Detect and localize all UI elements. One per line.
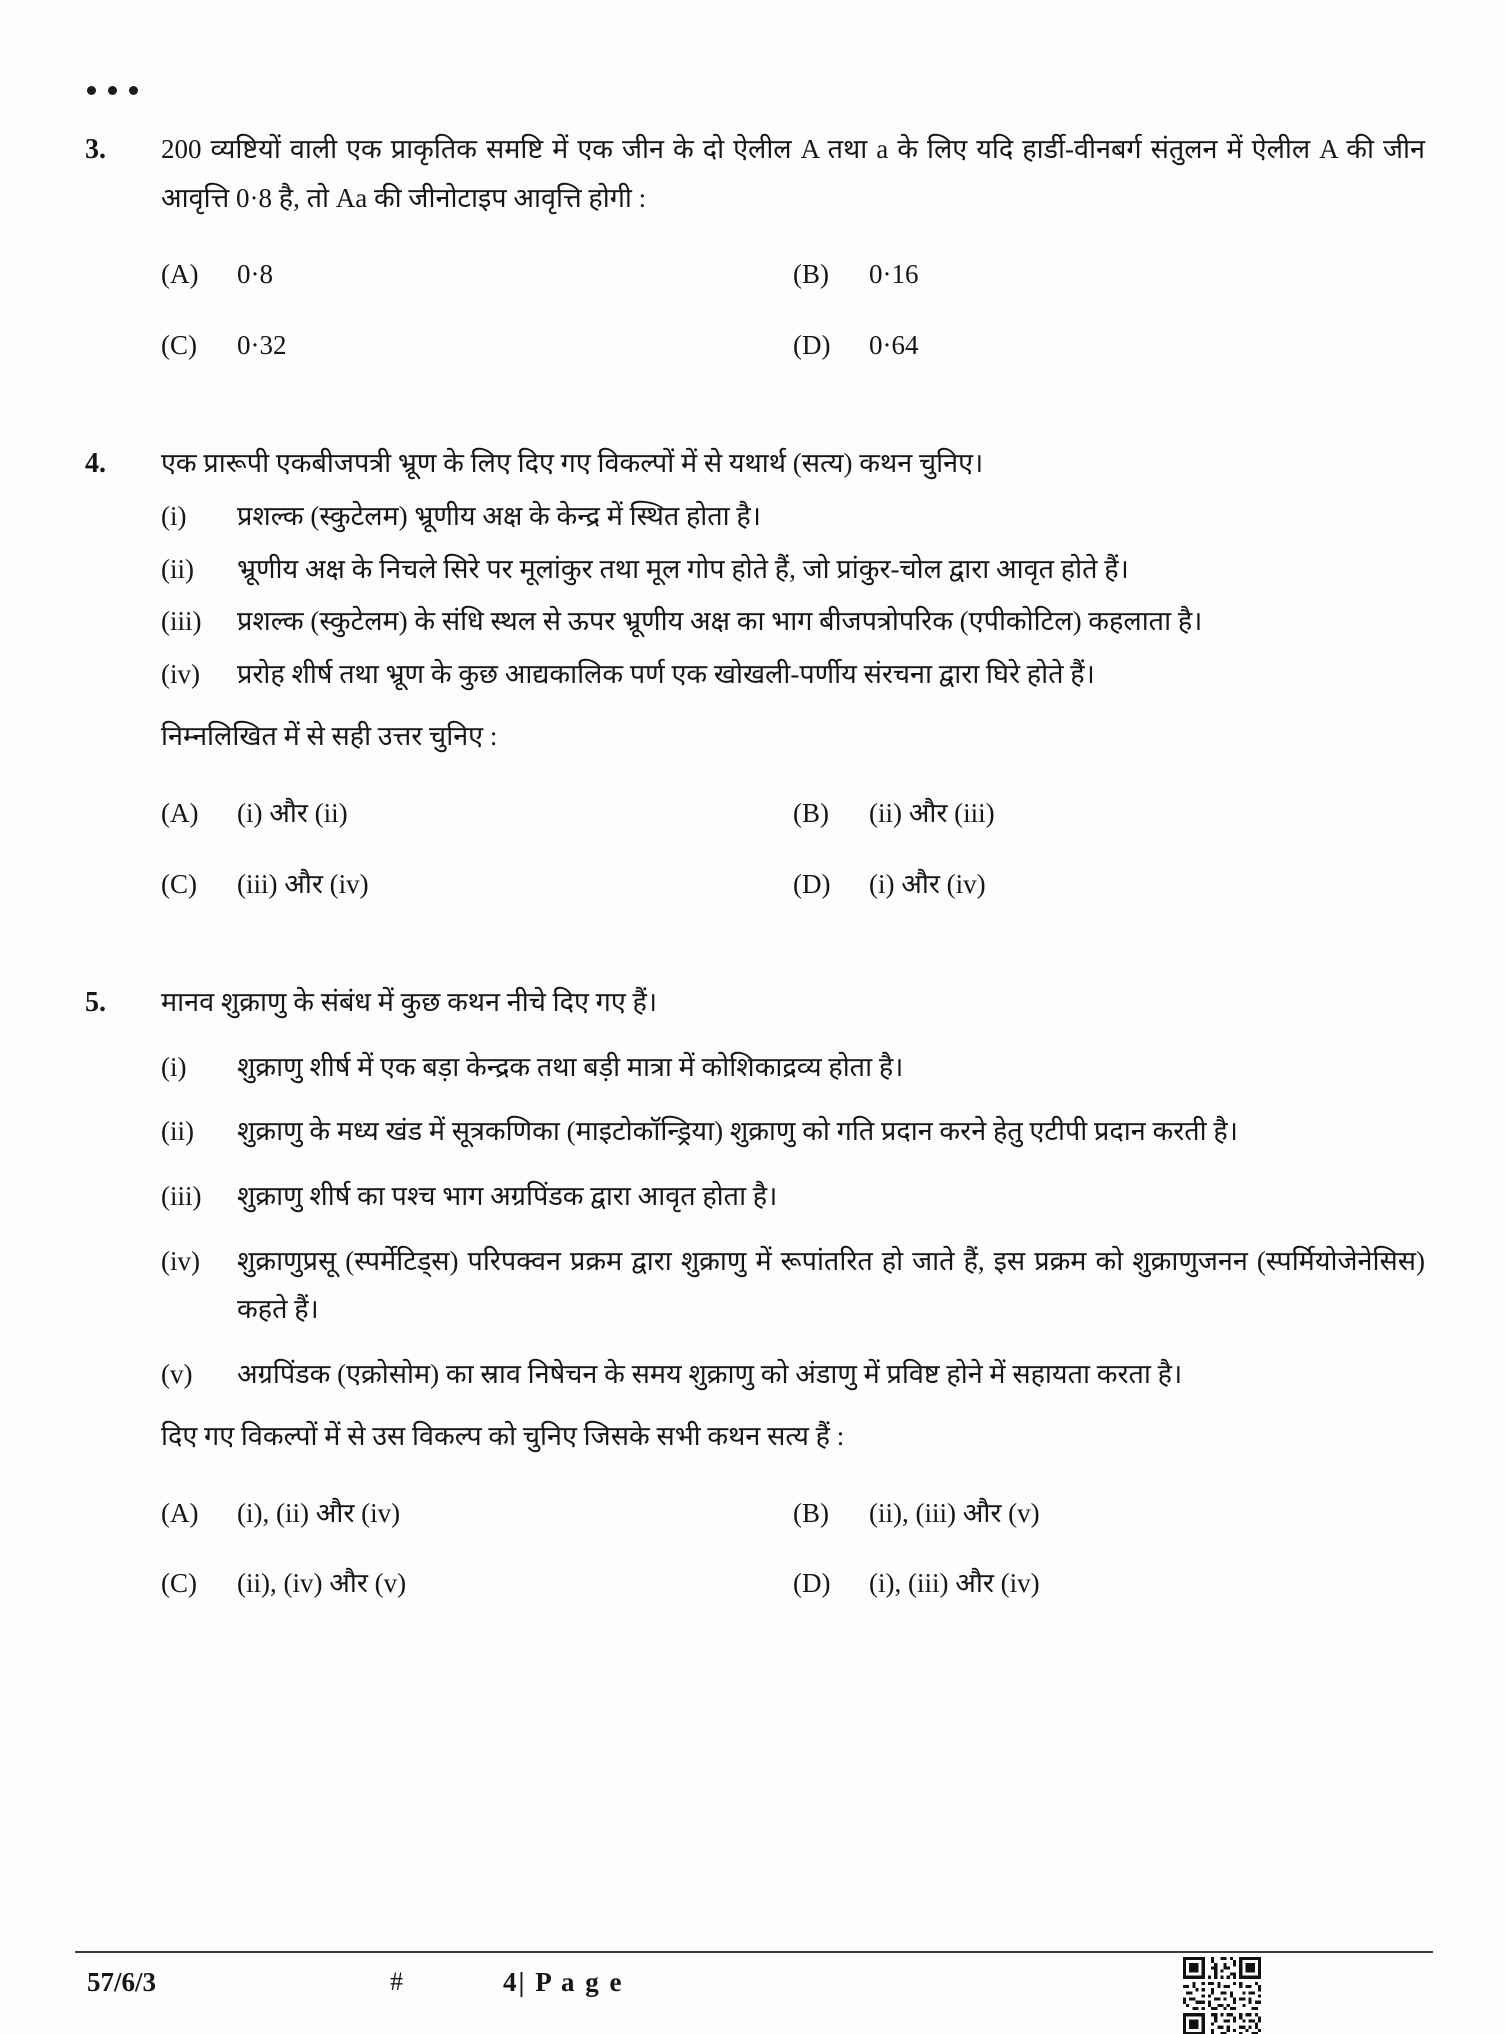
question-text: 200 व्यष्टियों वाली एक प्राकृतिक समष्टि में एक जीन के दो ऐलील A तथा a के लिए यदि हार्डी-वीनबर्ग संतुलन में ऐलील A की जीन आवृत्ति 0·8 है, तो Aa की जीनोटाइप आवृत्ति होगी : bbox=[161, 134, 1425, 213]
option-c bbox=[161, 860, 793, 909]
statement-text: भ्रूणीय अक्ष के निचले सिरे पर मूलांकुर तथा मूल गोप होते हैं, जो प्रांकुर-चोल द्वारा आवृत होते हैं। bbox=[237, 553, 1129, 584]
option-label: (A) bbox=[161, 797, 199, 828]
footer-hash-symbol: # bbox=[390, 1967, 403, 1996]
option-value: (i), (ii) और (iv) bbox=[237, 1497, 401, 1528]
options-grid bbox=[161, 1489, 1425, 1608]
statement-text: शुक्राणु शीर्ष का पश्च भाग अग्रपिंडक द्वारा आवृत होता है। bbox=[237, 1180, 778, 1211]
statement-text: प्रशल्क (स्कुटेलम) भ्रूणीय अक्ष के केन्द्र में स्थित होता है। bbox=[237, 500, 761, 531]
statement-iii bbox=[161, 597, 1425, 646]
option-label: (B) bbox=[793, 259, 829, 290]
ellipsis-marks bbox=[85, 86, 1425, 95]
footer-paper-code: 57/6/3 bbox=[87, 1967, 157, 1997]
dot-icon bbox=[129, 86, 138, 95]
statement-i bbox=[161, 492, 1425, 541]
question-number: 4. bbox=[85, 448, 106, 480]
statement-iv bbox=[161, 650, 1425, 699]
option-value: (ii) और (iii) bbox=[869, 797, 995, 828]
option-label: (B) bbox=[793, 797, 829, 828]
question-text: एक प्रारूपी एकबीजपत्री भ्रूण के लिए दिए गए विकल्पों में से यथार्थ (सत्य) कथन चुनिए। bbox=[161, 448, 984, 479]
answer-prompt: निम्नलिखित में से सही उत्तर चुनिए : bbox=[161, 721, 498, 752]
option-a bbox=[161, 1489, 793, 1538]
statement-text: शुक्राणु शीर्ष में एक बड़ा केन्द्रक तथा बड़ी मात्रा में कोशिकाद्रव्य होता है। bbox=[237, 1051, 904, 1082]
dot-icon bbox=[108, 86, 117, 95]
question-body bbox=[161, 439, 1425, 908]
statement-list bbox=[161, 1043, 1425, 1399]
options-grid bbox=[161, 789, 1425, 908]
question-number: 5. bbox=[85, 987, 106, 1019]
option-c bbox=[161, 321, 793, 370]
option-label: (D) bbox=[793, 329, 831, 360]
answer-prompt: दिए गए विकल्पों में से उस विकल्प को चुनिए जिसके सभी कथन सत्य हैं : bbox=[161, 1421, 845, 1452]
footer-page-number: 4| P a g e bbox=[503, 1967, 624, 1997]
option-b bbox=[793, 250, 1425, 299]
option-value: 0·32 bbox=[237, 329, 287, 360]
statement-label: (ii) bbox=[161, 1116, 194, 1147]
statement-label: (iv) bbox=[161, 1245, 200, 1276]
question-5 bbox=[85, 978, 1425, 1608]
statement-text: शुक्राणुप्रसू (स्पर्मेटिड्स) परिपक्वन प्रक्रम द्वारा शुक्राणु में रूपांतरित हो जाते हैं, इस प्रक्रम को शुक्राणुजनन (स्पर्मियोजेनेसिस) कहते हैं। bbox=[237, 1245, 1425, 1325]
page-footer bbox=[75, 1951, 1433, 2033]
statement-text: अग्रपिंडक (एक्रोसोम) का स्राव निषेचन के समय शुक्राणु को अंडाणु में प्रविष्ट होने में सहायता करता है। bbox=[237, 1358, 1183, 1389]
statement-iv bbox=[161, 1237, 1425, 1334]
option-value: (i), (iii) और (iv) bbox=[869, 1568, 1040, 1599]
question-text: मानव शुक्राणु के संबंध में कुछ कथन नीचे दिए गए हैं। bbox=[161, 987, 658, 1018]
page-content bbox=[85, 86, 1425, 1678]
option-label: (C) bbox=[161, 868, 197, 899]
qr-code bbox=[1183, 1957, 1261, 2034]
option-value: 0·16 bbox=[869, 259, 919, 290]
option-b bbox=[793, 1489, 1425, 1538]
dot-icon bbox=[87, 86, 96, 95]
statement-label: (iv) bbox=[161, 658, 200, 689]
statement-text: प्रशल्क (स्कुटेलम) के संधि स्थल से ऊपर भ्रूणीय अक्ष का भाग बीजपत्रोपरिक (एपीकोटिल) कहलाता है। bbox=[237, 606, 1203, 637]
statement-list bbox=[161, 492, 1425, 698]
question-4 bbox=[85, 439, 1425, 908]
question-number: 3. bbox=[85, 134, 106, 165]
statement-iii bbox=[161, 1172, 1425, 1221]
option-label: (A) bbox=[161, 259, 199, 290]
option-label: (C) bbox=[161, 1568, 197, 1599]
statement-i bbox=[161, 1043, 1425, 1092]
option-value: (i) और (iv) bbox=[869, 868, 986, 899]
question-3 bbox=[85, 125, 1425, 369]
statement-text: प्ररोह शीर्ष तथा भ्रूण के कुछ आद्यकालिक पर्ण एक खोखली-पर्णीय संरचना द्वारा घिरे होते हैं। bbox=[237, 658, 1095, 689]
statement-v bbox=[161, 1350, 1425, 1399]
question-body bbox=[161, 978, 1425, 1608]
option-value: (i) और (ii) bbox=[237, 797, 348, 828]
option-a bbox=[161, 250, 793, 299]
option-b bbox=[793, 789, 1425, 838]
option-d bbox=[793, 321, 1425, 370]
statement-label: (ii) bbox=[161, 553, 194, 584]
statement-label: (i) bbox=[161, 1051, 187, 1082]
options-grid bbox=[161, 250, 1425, 369]
statement-label: (iii) bbox=[161, 606, 202, 637]
option-value: (iii) और (iv) bbox=[237, 868, 369, 899]
statement-ii bbox=[161, 545, 1425, 594]
statement-label: (v) bbox=[161, 1358, 193, 1389]
option-label: (A) bbox=[161, 1497, 199, 1528]
statement-ii bbox=[161, 1107, 1425, 1156]
option-label: (D) bbox=[793, 1568, 831, 1599]
option-c bbox=[161, 1559, 793, 1608]
option-d bbox=[793, 860, 1425, 909]
option-label: (B) bbox=[793, 1497, 829, 1528]
option-value: (ii), (iii) और (v) bbox=[869, 1497, 1040, 1528]
option-d bbox=[793, 1559, 1425, 1608]
option-a bbox=[161, 789, 793, 838]
question-body bbox=[161, 125, 1425, 369]
option-label: (C) bbox=[161, 329, 197, 360]
statement-label: (i) bbox=[161, 500, 187, 531]
statement-text: शुक्राणु के मध्य खंड में सूत्रकणिका (माइटोकॉन्ड्रिया) शुक्राणु को गति प्रदान करने हेतु एटीपी प्रदान करती है। bbox=[237, 1116, 1238, 1147]
statement-label: (iii) bbox=[161, 1180, 202, 1211]
option-label: (D) bbox=[793, 868, 831, 899]
option-value: 0·64 bbox=[869, 329, 919, 360]
option-value: (ii), (iv) और (v) bbox=[237, 1568, 407, 1599]
option-value: 0·8 bbox=[237, 259, 273, 290]
